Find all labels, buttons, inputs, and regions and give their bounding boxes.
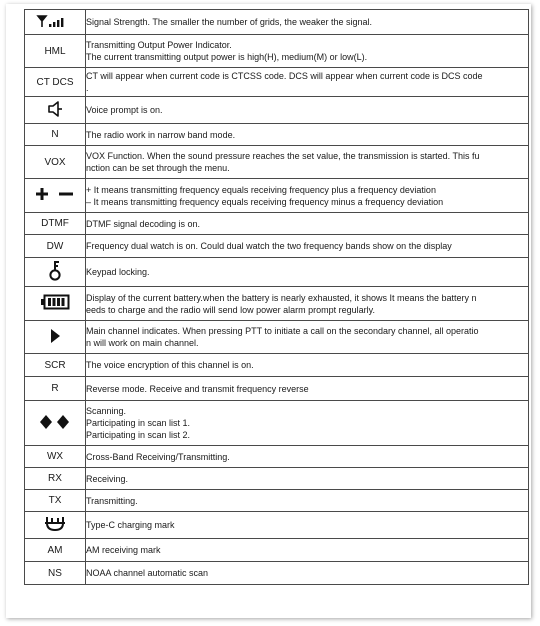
description-line: The voice encryption of this channel is on.	[86, 360, 254, 370]
description-line: Voice prompt is on.	[86, 105, 163, 115]
indicator-description	[86, 287, 529, 321]
icon-cell	[25, 401, 86, 446]
document-frame	[6, 4, 531, 618]
table-row	[25, 258, 529, 287]
description-line: Participating in scan list 1.	[86, 418, 191, 428]
table-row	[25, 124, 529, 146]
indicator-label: N	[25, 124, 86, 146]
table-row	[25, 235, 529, 258]
description-line: VOX Function. When the sound pressure reaches the set value, the transmission is started. This fu	[86, 151, 480, 161]
indicator-label: TX	[25, 490, 86, 512]
description-line: CT will appear when current code is CTCSS code. DCS will appear when current code is DCS code	[86, 71, 483, 81]
table-row	[25, 490, 529, 512]
indicator-description	[86, 124, 529, 146]
icon-cell	[25, 10, 86, 35]
indicator-description	[86, 321, 529, 354]
display-icon-table	[24, 9, 529, 585]
indicator-description	[86, 179, 529, 213]
table-row	[25, 446, 529, 468]
table-row	[25, 35, 529, 68]
table-row	[25, 287, 529, 321]
indicator-label: DTMF	[25, 213, 86, 235]
description-line: Reverse mode. Receive and transmit frequency reverse	[86, 383, 309, 394]
indicator-description	[86, 562, 529, 585]
indicator-label: DW	[25, 235, 86, 258]
description-line: Transmitting.	[86, 495, 138, 506]
description-line: Receiving.	[86, 473, 129, 484]
description-line: Signal Strength. The smaller the number of grids, the weaker the signal.	[86, 17, 372, 27]
description-line: AM receiving mark	[86, 545, 161, 555]
table-row	[25, 468, 529, 490]
indicator-label: SCR	[25, 354, 86, 377]
indicator-description	[86, 539, 529, 562]
description-line: Transmitting Output Power Indicator.	[86, 40, 232, 50]
indicator-label: VOX	[25, 146, 86, 179]
table-row	[25, 401, 529, 446]
indicator-description	[86, 446, 529, 468]
voice-prompt-icon	[45, 100, 65, 121]
indicator-description	[86, 35, 529, 68]
description-line: The current transmitting output power is high(H), medium(M) or low(L).	[86, 52, 368, 62]
description-line: DTMF signal decoding is on.	[86, 218, 201, 229]
indicator-label: CT DCS	[25, 68, 86, 97]
description-line: n will work on main channel.	[86, 338, 199, 348]
description-line: Main channel indicates. When pressing PTT to initiate a call on the secondary channel, all operatio	[86, 326, 479, 336]
table-row	[25, 10, 529, 35]
description-line: Display of the current battery.when the battery is nearly exhausted, it shows It means the battery n	[86, 292, 477, 303]
indicator-description	[86, 68, 529, 97]
indicator-description	[86, 490, 529, 512]
indicator-description	[86, 377, 529, 401]
description-line: – It means transmitting frequency equals receiving frequency minus a frequency deviation	[86, 196, 444, 207]
indicator-description	[86, 10, 529, 35]
icon-cell	[25, 97, 86, 124]
description-line: Cross-Band Receiving/Transmitting.	[86, 451, 230, 462]
type-c-charging-icon	[44, 515, 66, 536]
description-line: nction can be set through the menu.	[86, 163, 230, 173]
description-line: NOAA channel automatic scan	[86, 568, 209, 578]
description-line: The radio work in narrow band mode.	[86, 129, 236, 140]
icon-cell	[25, 179, 86, 213]
indicator-label: HML	[25, 35, 86, 68]
description-line: Frequency dual watch is on. Could dual watch the two frequency bands show on the display	[86, 241, 452, 251]
table-row	[25, 97, 529, 124]
table-row	[25, 68, 529, 97]
description-line: .	[86, 83, 89, 93]
indicator-label: RX	[25, 468, 86, 490]
table-row	[25, 146, 529, 179]
keypad-lock-icon	[48, 260, 62, 285]
indicator-description	[86, 97, 529, 124]
battery-icon	[40, 294, 70, 313]
plus-minus-icon	[33, 186, 77, 205]
indicator-description	[86, 213, 529, 235]
table-row	[25, 179, 529, 213]
table-row	[25, 539, 529, 562]
table-row	[25, 562, 529, 585]
scan-diamonds-icon	[38, 414, 72, 433]
table-row	[25, 377, 529, 401]
table-row	[25, 354, 529, 377]
icon-cell	[25, 287, 86, 321]
description-line: + It means transmitting frequency equals receiving frequency plus a frequency deviation	[86, 184, 436, 195]
indicator-label: R	[25, 377, 86, 401]
indicator-description	[86, 235, 529, 258]
description-line: eeds to charge and the radio will send low power alarm prompt regularly.	[86, 304, 375, 315]
indicator-label: NS	[25, 562, 86, 585]
description-line: Keypad locking.	[86, 267, 150, 277]
indicator-description	[86, 146, 529, 179]
indicator-description	[86, 401, 529, 446]
table-row	[25, 213, 529, 235]
icon-cell	[25, 512, 86, 539]
description-line: Type-C charging mark	[86, 520, 175, 530]
icon-cell	[25, 258, 86, 287]
indicator-description	[86, 512, 529, 539]
description-line: Participating in scan list 2.	[86, 430, 191, 440]
indicator-label: AM	[25, 539, 86, 562]
icon-cell	[25, 321, 86, 354]
indicator-description	[86, 468, 529, 490]
indicator-description	[86, 354, 529, 377]
description-line: Scanning.	[86, 406, 127, 416]
indicator-label: WX	[25, 446, 86, 468]
table-row	[25, 512, 529, 539]
signal-strength-icon	[35, 14, 75, 31]
table-row	[25, 321, 529, 354]
indicator-description	[86, 258, 529, 287]
main-channel-icon	[48, 327, 62, 348]
